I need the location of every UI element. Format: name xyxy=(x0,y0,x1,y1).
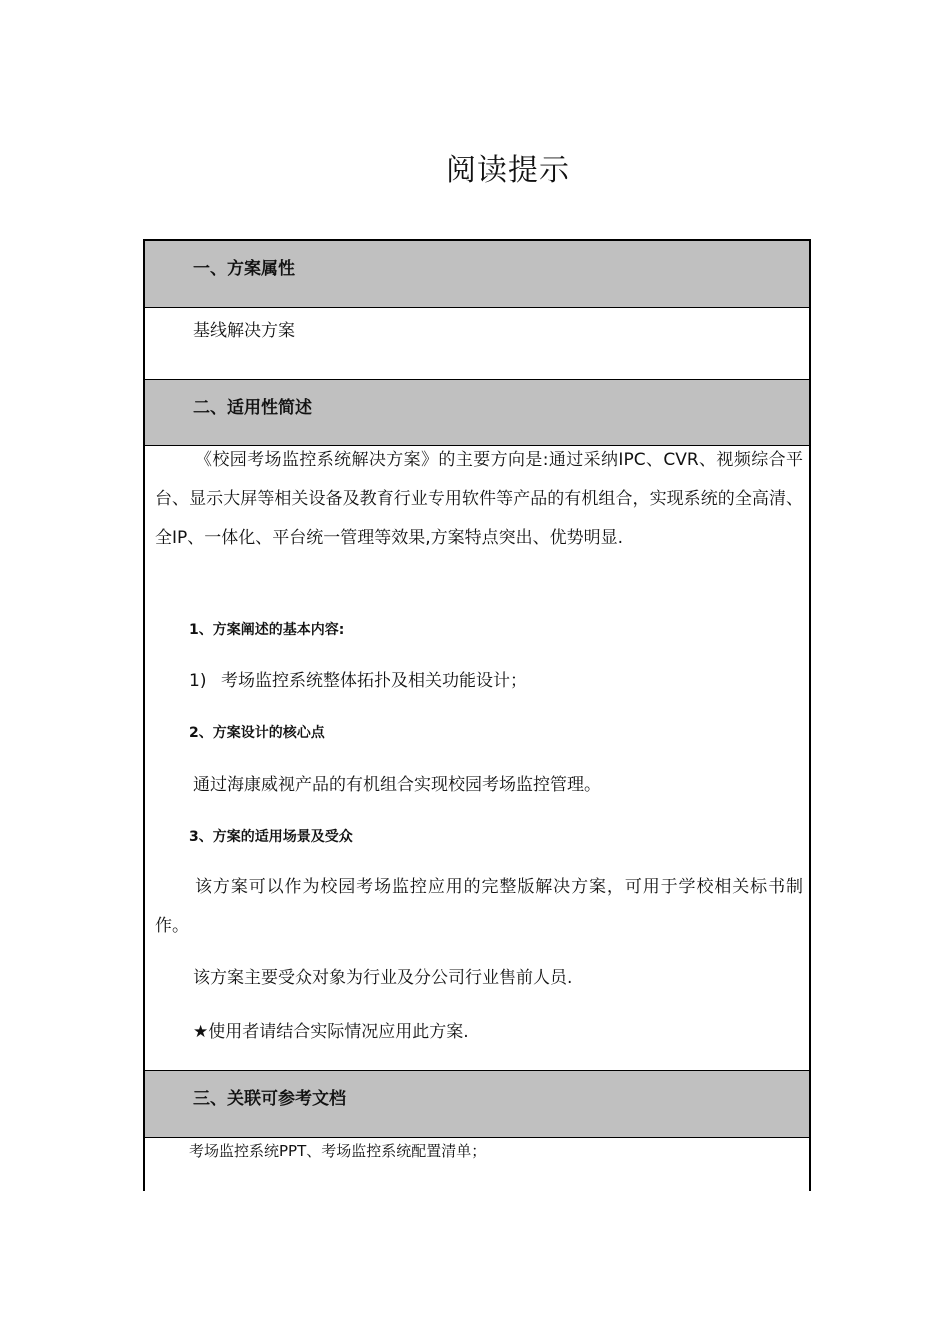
list-item-text: 考场监控系统整体拓扑及相关功能设计； xyxy=(221,671,527,691)
section-header-attributes xyxy=(145,241,809,308)
core-points-text: 通过海康威视产品的有机组合实现校园考场监控管理。 xyxy=(193,775,601,795)
scenarios-text: 该方案可以作为校园考场监控应用的完整版解决方案，可用于学校相关标书制作。 xyxy=(155,877,803,936)
section-header-applicability xyxy=(145,379,809,446)
list-item-number: 1) xyxy=(189,671,207,691)
sub-heading-basic-content: 1、方案阐述的基本内容: xyxy=(189,622,345,638)
audience-text: 该方案主要受众对象为行业及分公司行业售前人员. xyxy=(193,968,573,988)
section-header-text: 三、关联可参考文档 xyxy=(193,1089,346,1109)
list-item xyxy=(189,669,527,693)
usage-note: ★使用者请结合实际情况应用此方案. xyxy=(193,1022,469,1042)
section-header-text: 二、适用性简述 xyxy=(193,398,312,418)
section-header-related-docs xyxy=(145,1070,809,1138)
applicability-intro: 《校园考场监控系统解决方案》的主要方向是:通过采纳IPC、CVR、视频综合平台、显示大屏等相关设备及教育行业专用软件等产品的有机组合，实现系统的全高清、全IP、一体化、平台统一管理等效果,方案特点突出、优势明显. xyxy=(155,450,803,548)
related-docs-text: 考场监控系统PPT、考场监控系统配置清单； xyxy=(189,1142,487,1160)
reading-tips-table xyxy=(143,239,811,1191)
section-content-attributes: 基线解决方案 xyxy=(193,321,295,341)
sub-heading-scenarios: 3、方案的适用场景及受众 xyxy=(189,829,353,845)
sub-heading-core-points: 2、方案设计的核心点 xyxy=(189,725,325,741)
section-header-text: 一、方案属性 xyxy=(193,259,295,279)
page-title: 阅读提示 xyxy=(446,153,570,188)
